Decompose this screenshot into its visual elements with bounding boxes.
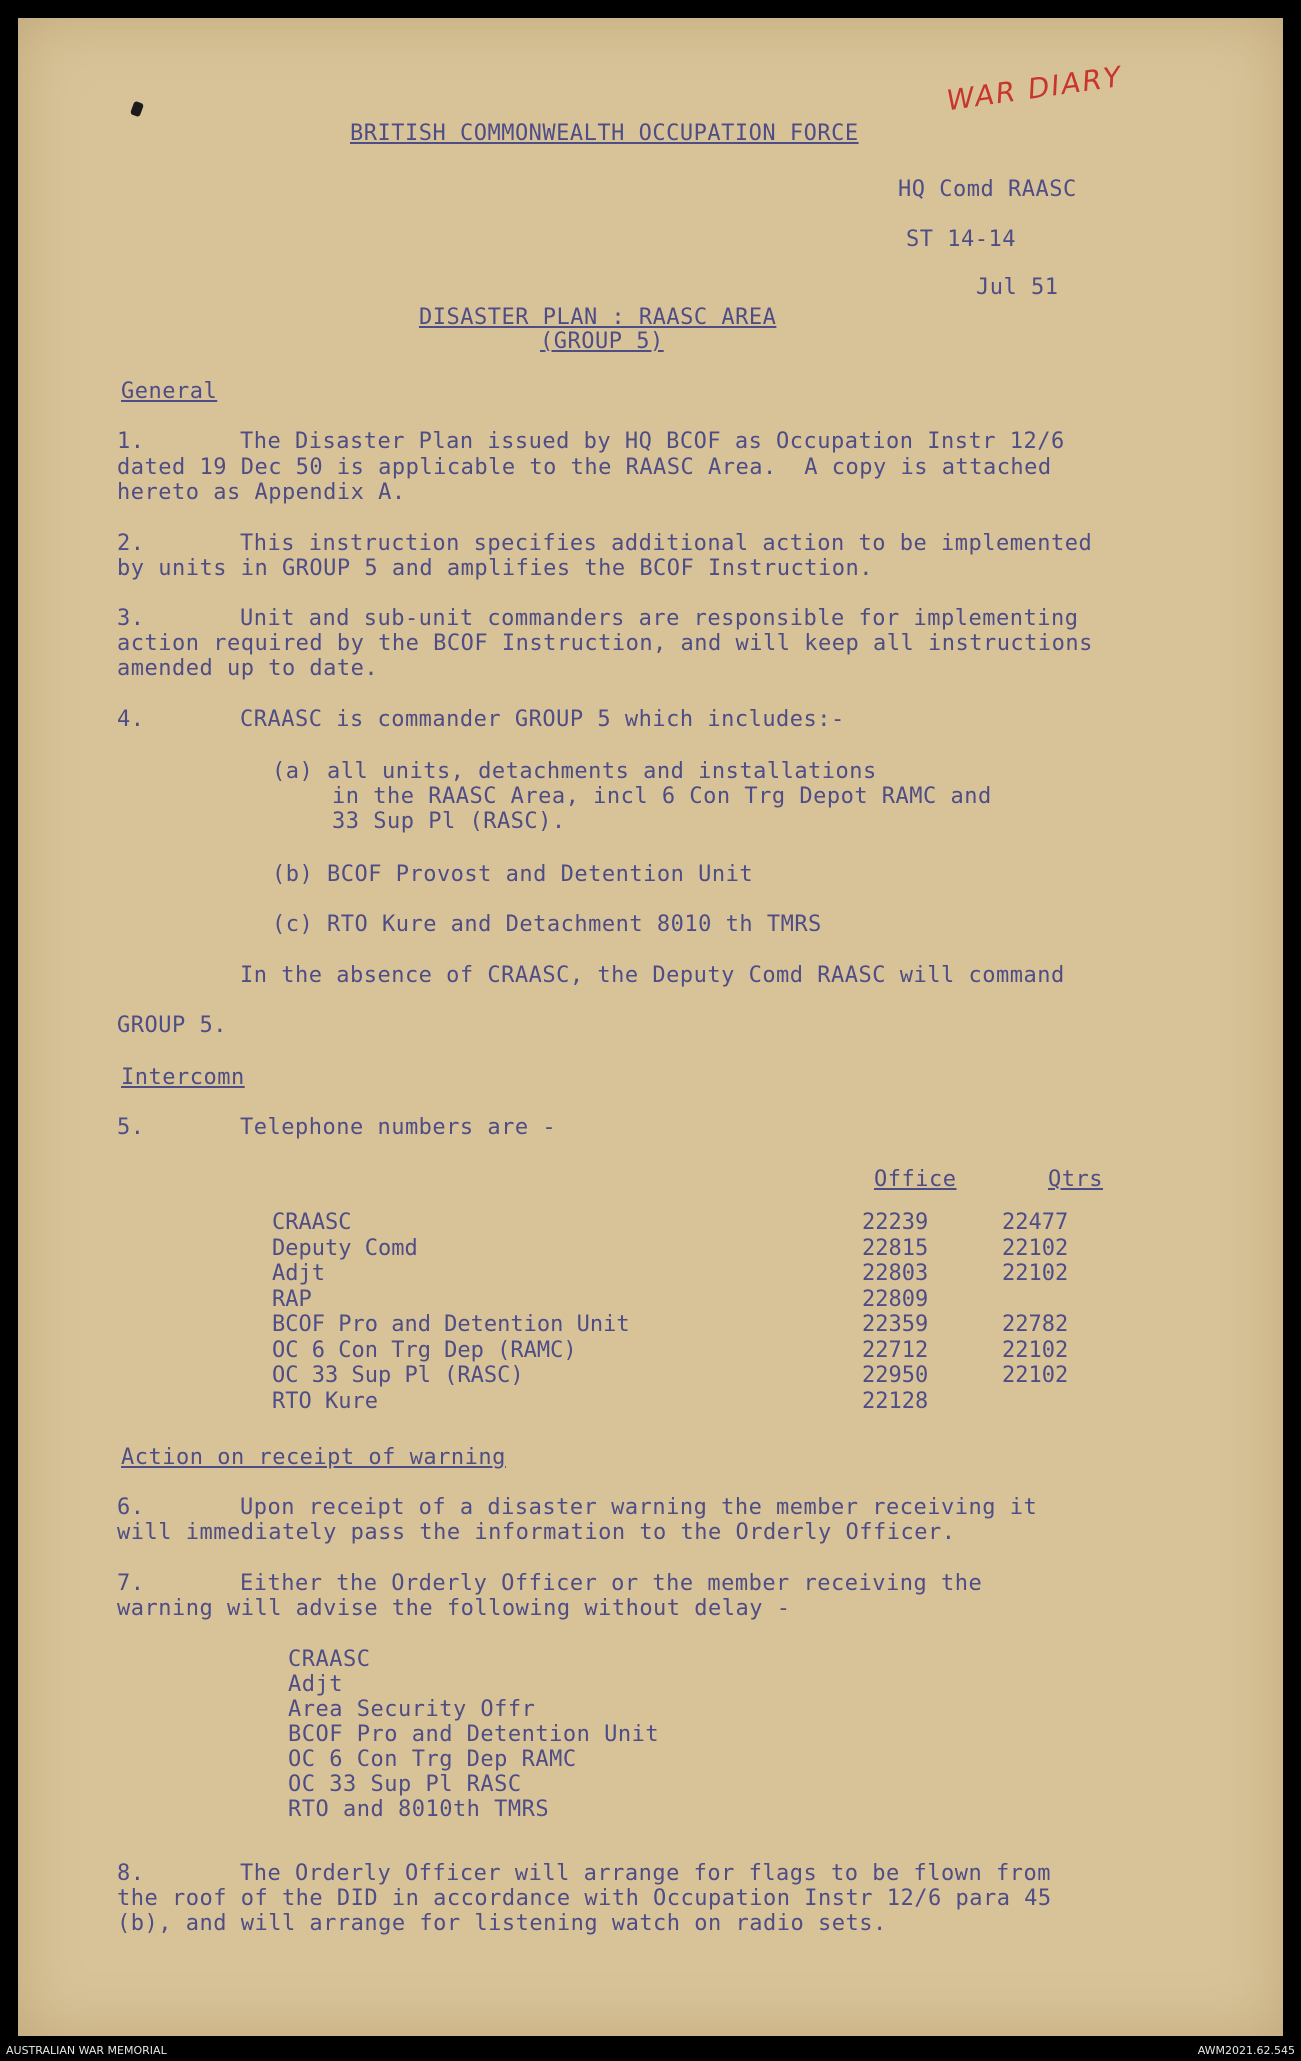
notify-item: CRAASC	[288, 1647, 371, 1672]
phone-qtrs: 22477	[1002, 1210, 1069, 1235]
para-text: action required by the BCOF Instruction, and will keep all instructions	[117, 631, 1093, 656]
phone-qtrs: 22102	[1002, 1261, 1069, 1286]
organisation-heading: BRITISH COMMONWEALTH OCCUPATION FORCE	[350, 121, 859, 146]
phone-office: 22815	[862, 1235, 929, 1261]
phone-name: CRAASC	[272, 1210, 352, 1235]
handwritten-annotation: WAR DIARY	[944, 59, 1125, 118]
phone-office: 22803	[862, 1261, 929, 1286]
phone-qtrs: 22102	[1002, 1363, 1069, 1388]
notify-item: BCOF Pro and Detention Unit	[288, 1722, 660, 1747]
table-row	[272, 1261, 1122, 1287]
table-row	[272, 1363, 1122, 1389]
document-page	[18, 18, 1283, 2036]
para-text: Telephone numbers are -	[240, 1115, 557, 1140]
para-number: 3.	[117, 606, 145, 631]
para-text: (b), and will arrange for listening watch on radio sets.	[117, 1911, 887, 1936]
phone-qtrs: 22782	[1002, 1312, 1069, 1337]
notify-item: Adjt	[288, 1672, 343, 1697]
document-subtitle: (GROUP 5)	[540, 329, 664, 354]
para-number: 7.	[117, 1571, 145, 1596]
section-heading-action: Action on receipt of warning	[121, 1445, 506, 1470]
document-date: Jul 51	[976, 275, 1059, 300]
phone-qtrs	[1002, 1389, 1122, 1415]
para-text: hereto as Appendix A.	[117, 480, 406, 505]
para-text: dated 19 Dec 50 is applicable to the RAASC Area. A copy is attached	[117, 455, 1052, 480]
table-row	[272, 1210, 1122, 1236]
phone-office: 22950	[862, 1363, 929, 1388]
phone-qtrs: 22102	[1002, 1337, 1069, 1363]
para-text: amended up to date.	[117, 656, 379, 681]
para-text: The Disaster Plan issued by HQ BCOF as Occupation Instr 12/6	[240, 429, 1065, 454]
phone-qtrs	[1002, 1287, 1122, 1313]
para-text: In the absence of CRAASC, the Deputy Comd RAASC will command	[240, 963, 1065, 988]
para-text: The Orderly Officer will arrange for flags to be flown from	[240, 1861, 1051, 1886]
phone-office: 22128	[862, 1388, 929, 1414]
para-text: warning will advise the following without delay -	[117, 1596, 791, 1621]
phone-name: RAP	[272, 1286, 312, 1312]
para-text: will immediately pass the information to the Orderly Officer.	[117, 1520, 956, 1545]
para-text: CRAASC is commander GROUP 5 which includes:-	[240, 707, 845, 732]
phone-qtrs: 22102	[1002, 1235, 1069, 1261]
phone-name: RTO Kure	[272, 1388, 378, 1414]
column-header-office: Office	[874, 1167, 957, 1192]
table-row	[272, 1312, 1122, 1338]
table-row	[272, 1287, 1122, 1313]
section-heading-general: General	[121, 379, 218, 404]
phone-office: 22239	[862, 1210, 929, 1235]
phone-name: OC 6 Con Trg Dep (RAMC)	[272, 1337, 577, 1363]
para-item: in the RAASC Area, incl 6 Con Trg Depot RAMC and	[332, 784, 992, 809]
notify-item: OC 33 Sup Pl RASC	[288, 1772, 522, 1797]
table-row	[272, 1236, 1122, 1262]
para-text: Upon receipt of a disaster warning the member receiving it	[240, 1495, 1038, 1520]
para-number: 1.	[117, 429, 145, 454]
telephone-table	[272, 1210, 1122, 1414]
para-item: (a) all units, detachments and installations	[272, 759, 877, 784]
notify-item: OC 6 Con Trg Dep RAMC	[288, 1747, 577, 1772]
phone-name: BCOF Pro and Detention Unit	[272, 1312, 630, 1337]
phone-name: OC 33 Sup Pl (RASC)	[272, 1363, 524, 1388]
para-text: Unit and sub-unit commanders are responsible for implementing	[240, 606, 1079, 631]
hq-reference: HQ Comd RAASC	[898, 177, 1077, 202]
phone-name: Deputy Comd	[272, 1235, 418, 1261]
file-reference: ST 14-14	[906, 227, 1016, 252]
column-header-qtrs: Qtrs	[1048, 1167, 1103, 1192]
document-title: DISASTER PLAN : RAASC AREA	[419, 305, 777, 330]
footer-source: AUSTRALIAN WAR MEMORIAL	[6, 2044, 167, 2057]
para-number: 4.	[117, 707, 145, 732]
para-item: (c) RTO Kure and Detachment 8010 th TMRS	[272, 912, 822, 937]
para-text: by units in GROUP 5 and amplifies the BCOF Instruction.	[117, 556, 873, 581]
phone-office: 22809	[862, 1286, 929, 1312]
section-heading-intercomn: Intercomn	[121, 1065, 245, 1090]
notify-item: RTO and 8010th TMRS	[288, 1797, 550, 1822]
phone-name: Adjt	[272, 1261, 325, 1286]
punch-mark	[130, 101, 144, 118]
para-text: GROUP 5.	[117, 1013, 227, 1038]
phone-office: 22359	[862, 1312, 929, 1337]
para-text: This instruction specifies additional action to be implemented	[240, 531, 1093, 556]
para-number: 6.	[117, 1495, 145, 1520]
para-text: the roof of the DID in accordance with Occupation Instr 12/6 para 45	[117, 1886, 1052, 1911]
para-number: 8.	[117, 1861, 145, 1886]
footer-accession: AWM2021.62.545	[1197, 2044, 1295, 2057]
para-item: 33 Sup Pl (RASC).	[332, 809, 566, 834]
table-row	[272, 1389, 1122, 1415]
para-text: Either the Orderly Officer or the member receiving the	[240, 1571, 983, 1596]
para-number: 2.	[117, 531, 145, 556]
para-number: 5.	[117, 1115, 145, 1140]
para-item: (b) BCOF Provost and Detention Unit	[272, 862, 754, 887]
phone-office: 22712	[862, 1337, 929, 1363]
table-row	[272, 1338, 1122, 1364]
notify-item: Area Security Offr	[288, 1697, 536, 1722]
